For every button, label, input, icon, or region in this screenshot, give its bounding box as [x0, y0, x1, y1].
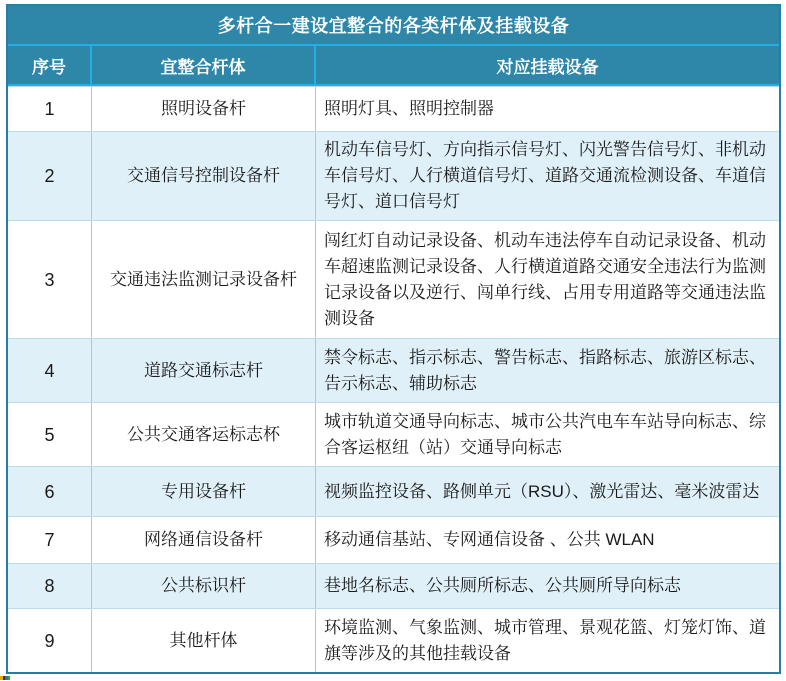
row-number-cell: 8 [8, 564, 92, 608]
pole-type-cell: 公共交通客运标志杯 [92, 403, 316, 466]
pole-type-cell: 专用设备杆 [92, 467, 316, 516]
table-row [8, 402, 779, 466]
row-number-cell: 3 [8, 221, 92, 338]
table-row [8, 608, 779, 672]
table-row [8, 220, 779, 338]
devices-cell: 视频监控设备、路侧单元（RSU）、激光雷达、毫米波雷达 [324, 481, 760, 501]
pole-type-cell: 公共标识杆 [92, 564, 316, 608]
column-header-no: 序号 [8, 46, 92, 84]
pole-type-cell: 道路交通标志杆 [92, 339, 316, 402]
row-number-cell: 2 [8, 132, 92, 220]
column-header-devices: 对应挂载设备 [496, 57, 599, 77]
devices-cell: 环境监测、气象监测、城市管理、景观花篮、灯笼灯饰、道旗等涉及的其他挂载设备 [324, 617, 766, 663]
pole-type-cell: 交通信号控制设备杆 [92, 132, 316, 220]
artifact-speck [0, 676, 10, 680]
equipment-table [6, 4, 781, 674]
table-row [8, 516, 779, 563]
devices-cell: 移动通信基站、专网通信设备 、公共 WLAN [324, 530, 655, 549]
pole-type-cell: 其他杆体 [92, 609, 316, 672]
row-number-cell: 5 [8, 403, 92, 466]
table-title: 多杆合一建设宜整合的各类杆体及挂载设备 [8, 6, 779, 46]
devices-cell: 禁令标志、指示标志、警告标志、指路标志、旅游区标志、告示标志、辅助标志 [324, 347, 766, 393]
devices-cell: 巷地名标志、公共厕所标志、公共厕所导向标志 [324, 576, 681, 595]
row-number-cell: 7 [8, 517, 92, 563]
row-number-cell: 9 [8, 609, 92, 672]
row-number-cell: 4 [8, 339, 92, 402]
pole-type-cell: 网络通信设备杆 [92, 517, 316, 563]
table-row [8, 466, 779, 516]
pole-type-cell: 交通违法监测记录设备杆 [92, 221, 316, 338]
devices-cell: 城市轨道交通导向标志、城市公共汽电车车站导向标志、综合客运枢纽（站）交通导向标志 [324, 411, 766, 457]
devices-cell: 照明灯具、照明控制器 [324, 99, 494, 118]
table-header-row [8, 46, 779, 86]
row-number-cell: 1 [8, 87, 92, 131]
pole-type-cell: 照明设备杆 [92, 87, 316, 131]
table-row [8, 338, 779, 402]
table-row [8, 131, 779, 220]
devices-cell: 闯红灯自动记录设备、机动车违法停车自动记录设备、机动车超速监测记录设备、人行横道道路交通安全违法行为监测记录设备以及逆行、闯单行线、占用专用道路等交通违法监测设备 [324, 230, 766, 328]
column-header-pole: 宜整合杆体 [92, 46, 316, 84]
table-row [8, 86, 779, 131]
row-number-cell: 6 [8, 467, 92, 516]
devices-cell: 机动车信号灯、方向指示信号灯、闪光警告信号灯、非机动车信号灯、人行横道信号灯、道路交通流检测设备、车道信号灯、道口信号灯 [324, 140, 766, 211]
table-row [8, 563, 779, 608]
